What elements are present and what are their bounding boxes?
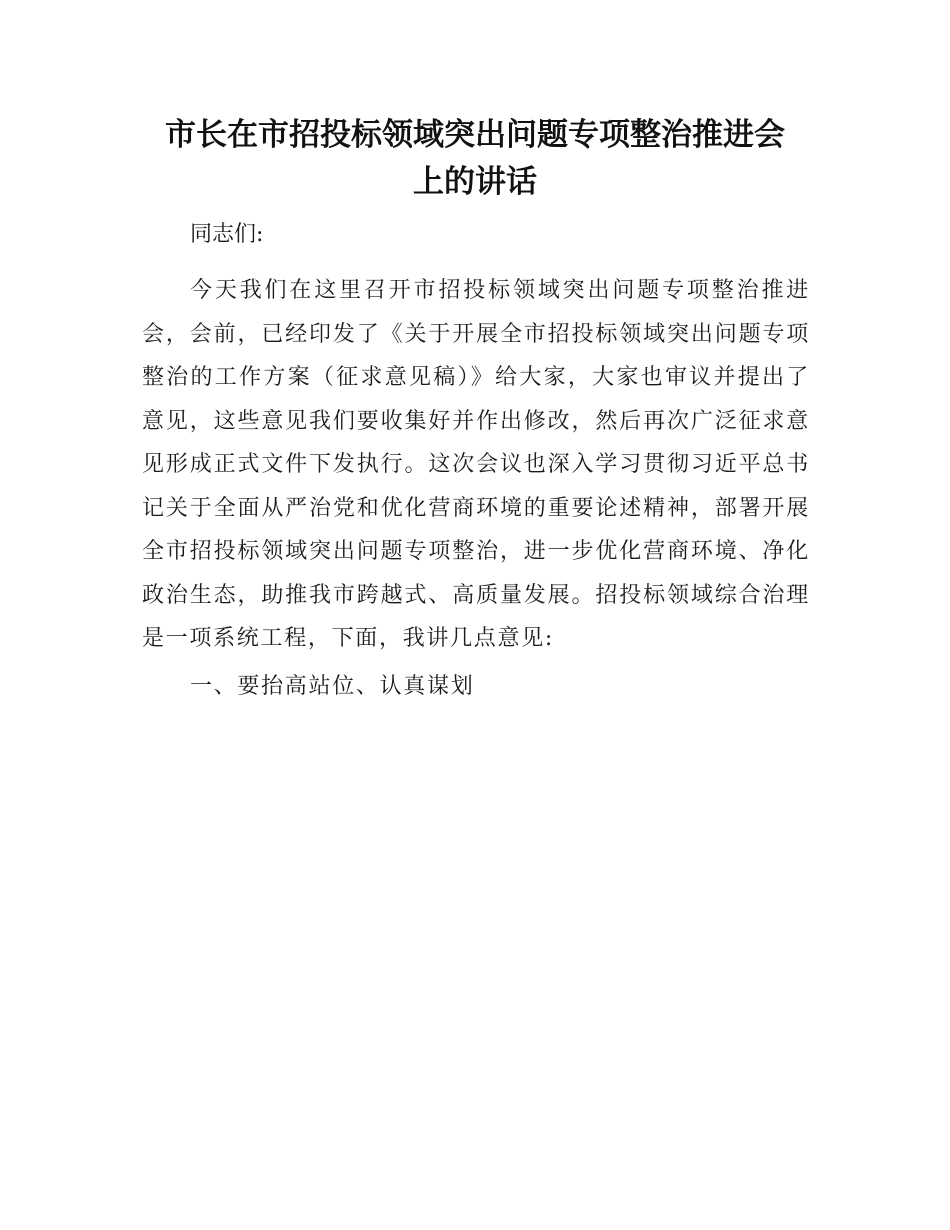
greeting-text: 同志们: (190, 222, 264, 247)
section-heading: 一、要抬高站位、认真谋划 (190, 674, 475, 699)
body-paragraph: 今天我们在这里召开市招投标领域突出问题专项整治推进会，会前，已经印发了《关于开展全市招投标领域突出问题专项整治的工作方案（征求意见稿）》给大家，大家也审议并提出了意见，这些意见我们要收集好并作出修改，然后再次广泛征求意见形成正式文件下发执行。这次会议也深入学习贯彻习近平总书记关于全面从严治党和优化营商环境的重要论述精神，部署开展全市招投标领域突出问题专项整治，进一步优化营商环境、净化政治生态，助推我市跨越式、高质量发展。招投标领域综合治理是一项系统工程，下面，我讲几点意见: (142, 278, 810, 651)
title-line-1: 市长在市招投标领域突出问题专项整治推进会 (165, 117, 785, 153)
document-title (120, 112, 830, 206)
title-line-2: 上的讲话 (413, 164, 537, 200)
